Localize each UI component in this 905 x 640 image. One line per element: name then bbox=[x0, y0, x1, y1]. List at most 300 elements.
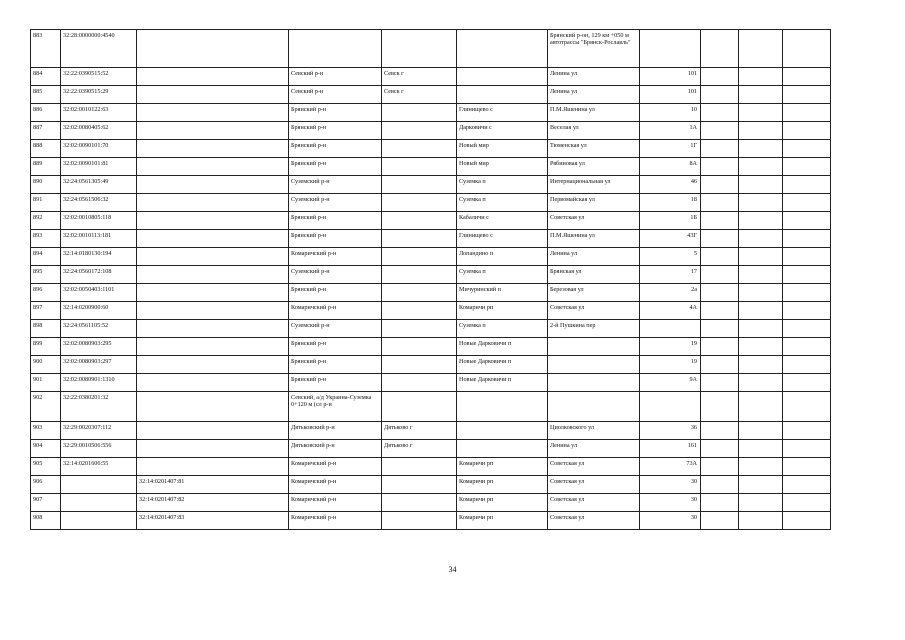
table-row bbox=[31, 158, 831, 176]
table-cell: Советская ул bbox=[548, 494, 640, 512]
table-cell: 73А bbox=[640, 458, 701, 476]
table-cell bbox=[382, 356, 457, 374]
table-cell bbox=[137, 212, 289, 230]
table-row bbox=[31, 284, 831, 302]
table-cell bbox=[457, 68, 548, 86]
table-cell bbox=[640, 30, 701, 68]
table-cell bbox=[783, 104, 831, 122]
table-row bbox=[31, 338, 831, 356]
table-cell: Севск г bbox=[382, 86, 457, 104]
table-cell bbox=[137, 230, 289, 248]
table-cell bbox=[382, 30, 457, 68]
table-cell: 32:22:0380201:32 bbox=[61, 392, 137, 422]
table-cell: Первомайская ул bbox=[548, 194, 640, 212]
table-cell: 889 bbox=[31, 158, 61, 176]
table-row bbox=[31, 458, 831, 476]
table-cell bbox=[457, 422, 548, 440]
table-cell bbox=[701, 194, 739, 212]
page-number: 34 bbox=[448, 565, 457, 574]
table-cell bbox=[701, 338, 739, 356]
table-cell bbox=[137, 248, 289, 266]
table-cell bbox=[701, 440, 739, 458]
table-cell bbox=[783, 248, 831, 266]
table-cell: 101 bbox=[640, 68, 701, 86]
table-cell: 8А bbox=[640, 158, 701, 176]
table-cell: Дарковичи с bbox=[457, 122, 548, 140]
table-cell bbox=[783, 494, 831, 512]
table-cell: Брянская ул bbox=[548, 266, 640, 284]
table-cell: Советская ул bbox=[548, 302, 640, 320]
table-cell bbox=[701, 512, 739, 530]
table-cell: Суземский р-н bbox=[289, 194, 382, 212]
table-cell: 19 bbox=[640, 356, 701, 374]
table-cell: 905 bbox=[31, 458, 61, 476]
table-cell: Комаричи рп bbox=[457, 512, 548, 530]
table-row bbox=[31, 320, 831, 338]
table-cell: 32:24:0561506:32 bbox=[61, 194, 137, 212]
table-cell: Суземка п bbox=[457, 320, 548, 338]
table-cell: 32:02:0090101:81 bbox=[61, 158, 137, 176]
table-cell: Суземка п bbox=[457, 266, 548, 284]
table-cell: 2-й Пушкина пер bbox=[548, 320, 640, 338]
table-cell: Новые Дарковичи п bbox=[457, 338, 548, 356]
table-cell bbox=[137, 458, 289, 476]
table-cell bbox=[382, 494, 457, 512]
table-cell bbox=[783, 86, 831, 104]
table-cell: Советская ул bbox=[548, 476, 640, 494]
table-cell bbox=[382, 122, 457, 140]
table-cell bbox=[783, 458, 831, 476]
table-cell: 888 bbox=[31, 140, 61, 158]
table-cell: 32:14:0201407:81 bbox=[137, 476, 289, 494]
table-cell bbox=[739, 86, 783, 104]
table-cell bbox=[382, 158, 457, 176]
table-cell: 897 bbox=[31, 302, 61, 320]
table-cell: 32:02:0090101:70 bbox=[61, 140, 137, 158]
table-cell: Брянский р-н bbox=[289, 104, 382, 122]
table-cell bbox=[701, 86, 739, 104]
table-cell: Суземский р-н bbox=[289, 320, 382, 338]
table-cell: Березовая ул bbox=[548, 284, 640, 302]
table-cell bbox=[739, 476, 783, 494]
table-cell bbox=[61, 494, 137, 512]
table-cell: Севский р-н bbox=[289, 68, 382, 86]
table-cell: Циолковского ул bbox=[548, 422, 640, 440]
table-cell: Дятьковский р-н bbox=[289, 440, 382, 458]
table-cell: Брянский р-н bbox=[289, 158, 382, 176]
table-cell: 884 bbox=[31, 68, 61, 86]
table-cell: 10 bbox=[640, 104, 701, 122]
table-cell bbox=[783, 122, 831, 140]
table-cell: 32:02:0010805:118 bbox=[61, 212, 137, 230]
table-cell bbox=[739, 104, 783, 122]
table-row bbox=[31, 230, 831, 248]
table-cell bbox=[701, 458, 739, 476]
table-cell bbox=[137, 302, 289, 320]
table-cell: 32:29:0010506:556 bbox=[61, 440, 137, 458]
table-cell bbox=[701, 422, 739, 440]
table-cell bbox=[739, 158, 783, 176]
table-cell: 43Г bbox=[640, 230, 701, 248]
table-cell bbox=[701, 266, 739, 284]
table-cell: Суземка п bbox=[457, 194, 548, 212]
table-cell bbox=[137, 158, 289, 176]
table-cell bbox=[137, 86, 289, 104]
table-cell: Комаричи рп bbox=[457, 458, 548, 476]
table-cell bbox=[382, 476, 457, 494]
table-cell: Рябиновая ул bbox=[548, 158, 640, 176]
table-cell: 18 bbox=[640, 194, 701, 212]
table-cell: Дятьково г bbox=[382, 422, 457, 440]
table-cell bbox=[739, 140, 783, 158]
table-cell: Севский р-н bbox=[289, 86, 382, 104]
table-row bbox=[31, 302, 831, 320]
table-cell: 1А bbox=[640, 122, 701, 140]
table-cell bbox=[137, 320, 289, 338]
table-cell: 907 bbox=[31, 494, 61, 512]
table-row bbox=[31, 104, 831, 122]
table-cell: 19 bbox=[640, 338, 701, 356]
table-row bbox=[31, 122, 831, 140]
table-cell bbox=[137, 284, 289, 302]
table-cell bbox=[783, 476, 831, 494]
table-cell bbox=[783, 212, 831, 230]
table-cell bbox=[137, 30, 289, 68]
table-cell bbox=[783, 30, 831, 68]
table-cell bbox=[137, 338, 289, 356]
table-cell bbox=[548, 374, 640, 392]
table-cell: Брянский р-н bbox=[289, 284, 382, 302]
table-cell bbox=[701, 30, 739, 68]
table-cell bbox=[382, 212, 457, 230]
table-cell bbox=[382, 194, 457, 212]
table-cell: 36 bbox=[640, 422, 701, 440]
table-cell: 906 bbox=[31, 476, 61, 494]
table-cell bbox=[739, 248, 783, 266]
table-cell: 101 bbox=[640, 86, 701, 104]
table-cell bbox=[701, 284, 739, 302]
table-cell: 883 bbox=[31, 30, 61, 68]
table-cell bbox=[382, 392, 457, 422]
table-cell bbox=[739, 266, 783, 284]
table-row bbox=[31, 422, 831, 440]
table-cell: 32:14:0180130:194 bbox=[61, 248, 137, 266]
table-cell: Советская ул bbox=[548, 512, 640, 530]
table-cell: 901 bbox=[31, 374, 61, 392]
table-row bbox=[31, 512, 831, 530]
table-cell: Глинищево с bbox=[457, 104, 548, 122]
table-cell: 32:02:0080405:62 bbox=[61, 122, 137, 140]
table-cell bbox=[382, 320, 457, 338]
table-cell bbox=[701, 176, 739, 194]
table-cell bbox=[783, 284, 831, 302]
table-cell bbox=[382, 302, 457, 320]
table-cell bbox=[382, 230, 457, 248]
table-cell bbox=[739, 284, 783, 302]
table-cell bbox=[382, 284, 457, 302]
table-cell bbox=[739, 458, 783, 476]
table-cell: Ленина ул bbox=[548, 68, 640, 86]
table-cell: Суземский р-н bbox=[289, 176, 382, 194]
table-cell bbox=[701, 356, 739, 374]
table-cell: Лопандино п bbox=[457, 248, 548, 266]
table-cell: 898 bbox=[31, 320, 61, 338]
table-cell: Севский, а/д Украина-Суземка 0+120 м (сл р-н bbox=[289, 392, 382, 422]
table-row bbox=[31, 194, 831, 212]
table-cell: 1Г bbox=[640, 140, 701, 158]
table-cell: 32:28:0000000:4540 bbox=[61, 30, 137, 68]
table-row bbox=[31, 374, 831, 392]
table-cell: 902 bbox=[31, 392, 61, 422]
table-cell: 4А bbox=[640, 302, 701, 320]
table-cell: 904 bbox=[31, 440, 61, 458]
table-cell: Дятьковский р-н bbox=[289, 422, 382, 440]
table-cell: Советская ул bbox=[548, 458, 640, 476]
table-cell: 899 bbox=[31, 338, 61, 356]
table-cell: 32:29:0020307:112 bbox=[61, 422, 137, 440]
table-cell bbox=[783, 140, 831, 158]
table-cell bbox=[457, 86, 548, 104]
table-cell: Ленина ул bbox=[548, 86, 640, 104]
table-cell bbox=[783, 356, 831, 374]
table-cell bbox=[783, 194, 831, 212]
table-cell: 32:02:0010113:181 bbox=[61, 230, 137, 248]
table-cell bbox=[457, 30, 548, 68]
table-cell: 5 bbox=[640, 248, 701, 266]
table-cell: 887 bbox=[31, 122, 61, 140]
table-cell: 9А bbox=[640, 374, 701, 392]
table-cell bbox=[382, 140, 457, 158]
table-cell: Веселая ул bbox=[548, 122, 640, 140]
table-cell bbox=[640, 392, 701, 422]
table-row bbox=[31, 176, 831, 194]
table-cell bbox=[783, 422, 831, 440]
table-cell bbox=[137, 392, 289, 422]
table-cell bbox=[701, 476, 739, 494]
table-cell: Брянский р-он, 129 км +050 м автотрассы "Брянск-Рославль" bbox=[548, 30, 640, 68]
table-row bbox=[31, 476, 831, 494]
table-cell bbox=[640, 320, 701, 338]
table-cell: Советская ул bbox=[548, 212, 640, 230]
table-cell: Комаричский р-н bbox=[289, 512, 382, 530]
table-cell: 892 bbox=[31, 212, 61, 230]
table-cell: Брянский р-н bbox=[289, 122, 382, 140]
table-cell: 32:14:0201606:55 bbox=[61, 458, 137, 476]
table-cell bbox=[137, 440, 289, 458]
table-cell bbox=[783, 158, 831, 176]
table-cell bbox=[137, 104, 289, 122]
table-cell: Комаричский р-н bbox=[289, 248, 382, 266]
table-cell: Ленина ул bbox=[548, 440, 640, 458]
table-cell bbox=[739, 30, 783, 68]
table-cell bbox=[137, 122, 289, 140]
table-cell bbox=[783, 512, 831, 530]
table-cell bbox=[701, 302, 739, 320]
table-cell bbox=[701, 140, 739, 158]
table-cell bbox=[701, 68, 739, 86]
table-cell: 32:24:0560172:108 bbox=[61, 266, 137, 284]
table-cell: Севск г bbox=[382, 68, 457, 86]
table-cell: 32:02:0080901:1310 bbox=[61, 374, 137, 392]
table-cell: 890 bbox=[31, 176, 61, 194]
table-cell: Брянский р-н bbox=[289, 374, 382, 392]
table-cell: Брянский р-н bbox=[289, 212, 382, 230]
table-cell bbox=[701, 122, 739, 140]
table-cell bbox=[137, 176, 289, 194]
table-cell bbox=[701, 320, 739, 338]
table-cell: 32:22:0390515:52 bbox=[61, 68, 137, 86]
table-cell: 30 bbox=[640, 494, 701, 512]
table-cell bbox=[61, 512, 137, 530]
table-cell bbox=[739, 494, 783, 512]
table-cell: Комаричский р-н bbox=[289, 494, 382, 512]
table-cell bbox=[701, 392, 739, 422]
table-cell: Брянский р-н bbox=[289, 140, 382, 158]
table-cell: Комаричи рп bbox=[457, 302, 548, 320]
table-cell: Интернациональная ул bbox=[548, 176, 640, 194]
table-cell bbox=[289, 30, 382, 68]
table-cell bbox=[739, 122, 783, 140]
table-cell bbox=[783, 266, 831, 284]
table-cell bbox=[783, 68, 831, 86]
table-cell: 894 bbox=[31, 248, 61, 266]
table-cell bbox=[739, 302, 783, 320]
table-cell bbox=[137, 374, 289, 392]
table-cell: П.М.Яшенина ул bbox=[548, 230, 640, 248]
table-cell bbox=[701, 494, 739, 512]
table-cell: Брянский р-н bbox=[289, 338, 382, 356]
table-row bbox=[31, 140, 831, 158]
table-cell bbox=[701, 212, 739, 230]
table-cell: 32:02:0050403:1101 bbox=[61, 284, 137, 302]
table-cell bbox=[739, 320, 783, 338]
table-row bbox=[31, 248, 831, 266]
table-cell: Тюменская ул bbox=[548, 140, 640, 158]
table-cell: 32:24:0561305:49 bbox=[61, 176, 137, 194]
table-cell bbox=[739, 374, 783, 392]
table-cell bbox=[457, 392, 548, 422]
table-cell: Новые Дарковичи п bbox=[457, 374, 548, 392]
table-cell bbox=[739, 212, 783, 230]
table-cell bbox=[382, 458, 457, 476]
table-row bbox=[31, 392, 831, 422]
table-cell: Брянский р-н bbox=[289, 356, 382, 374]
table-cell bbox=[783, 320, 831, 338]
table-cell: Новый мир bbox=[457, 158, 548, 176]
table-row bbox=[31, 30, 831, 68]
table-cell bbox=[548, 392, 640, 422]
table-cell bbox=[137, 140, 289, 158]
table-cell bbox=[739, 68, 783, 86]
table-cell: Комаричи рп bbox=[457, 494, 548, 512]
table-cell: 885 bbox=[31, 86, 61, 104]
table-cell bbox=[783, 374, 831, 392]
table-cell bbox=[739, 338, 783, 356]
table-cell bbox=[701, 374, 739, 392]
table-cell: 903 bbox=[31, 422, 61, 440]
table-cell bbox=[701, 230, 739, 248]
table-cell: 895 bbox=[31, 266, 61, 284]
table-cell bbox=[739, 194, 783, 212]
table-cell bbox=[137, 68, 289, 86]
table-cell bbox=[548, 356, 640, 374]
table-row bbox=[31, 68, 831, 86]
table-cell bbox=[137, 422, 289, 440]
table-cell bbox=[783, 230, 831, 248]
table-cell: 900 bbox=[31, 356, 61, 374]
table-row bbox=[31, 494, 831, 512]
table-cell: П.М.Яшенина ул bbox=[548, 104, 640, 122]
table-cell: 32:02:0080903:295 bbox=[61, 338, 137, 356]
table-cell bbox=[783, 338, 831, 356]
table-cell: 30 bbox=[640, 476, 701, 494]
table-cell bbox=[783, 392, 831, 422]
table-cell bbox=[701, 104, 739, 122]
table-cell: Ленина ул bbox=[548, 248, 640, 266]
table-cell bbox=[61, 476, 137, 494]
table-cell bbox=[548, 338, 640, 356]
table-cell: 32:24:0561105:52 bbox=[61, 320, 137, 338]
table-cell bbox=[382, 248, 457, 266]
table-cell: Мичуринский п bbox=[457, 284, 548, 302]
table-cell: 1Б bbox=[640, 212, 701, 230]
table-cell: 908 bbox=[31, 512, 61, 530]
table-cell bbox=[701, 158, 739, 176]
table-cell bbox=[457, 440, 548, 458]
table-cell: 891 bbox=[31, 194, 61, 212]
table-cell bbox=[382, 512, 457, 530]
table-cell bbox=[739, 440, 783, 458]
table-cell bbox=[382, 176, 457, 194]
table-row bbox=[31, 266, 831, 284]
table-cell bbox=[783, 302, 831, 320]
table-cell bbox=[382, 374, 457, 392]
table-cell bbox=[739, 356, 783, 374]
table-row bbox=[31, 356, 831, 374]
table-cell: 17 bbox=[640, 266, 701, 284]
table-cell: Дятьково г bbox=[382, 440, 457, 458]
table-cell: 32:02:0010122:63 bbox=[61, 104, 137, 122]
table-cell: Брянский р-н bbox=[289, 230, 382, 248]
table-cell: Кабаличи с bbox=[457, 212, 548, 230]
table-cell bbox=[137, 356, 289, 374]
table-cell bbox=[137, 194, 289, 212]
table-cell: Комаричи рп bbox=[457, 476, 548, 494]
table-cell bbox=[701, 248, 739, 266]
table-cell bbox=[382, 338, 457, 356]
table-cell: 2а bbox=[640, 284, 701, 302]
table-row bbox=[31, 440, 831, 458]
table-cell: 32:14:0201407:82 bbox=[137, 494, 289, 512]
table-cell bbox=[783, 440, 831, 458]
table-cell bbox=[739, 392, 783, 422]
table-cell bbox=[739, 176, 783, 194]
table-body bbox=[31, 30, 831, 530]
table-cell: 32:14:0200900:60 bbox=[61, 302, 137, 320]
table-cell bbox=[137, 266, 289, 284]
table-cell: 893 bbox=[31, 230, 61, 248]
table-cell bbox=[739, 230, 783, 248]
table-cell: Суземка п bbox=[457, 176, 548, 194]
table-cell bbox=[739, 512, 783, 530]
table-cell: 886 bbox=[31, 104, 61, 122]
table-cell: 896 bbox=[31, 284, 61, 302]
table-cell: Комаричский р-н bbox=[289, 302, 382, 320]
table-cell: 161 bbox=[640, 440, 701, 458]
table-cell: Суземский р-н bbox=[289, 266, 382, 284]
table-cell: 30 bbox=[640, 512, 701, 530]
table-cell bbox=[382, 104, 457, 122]
